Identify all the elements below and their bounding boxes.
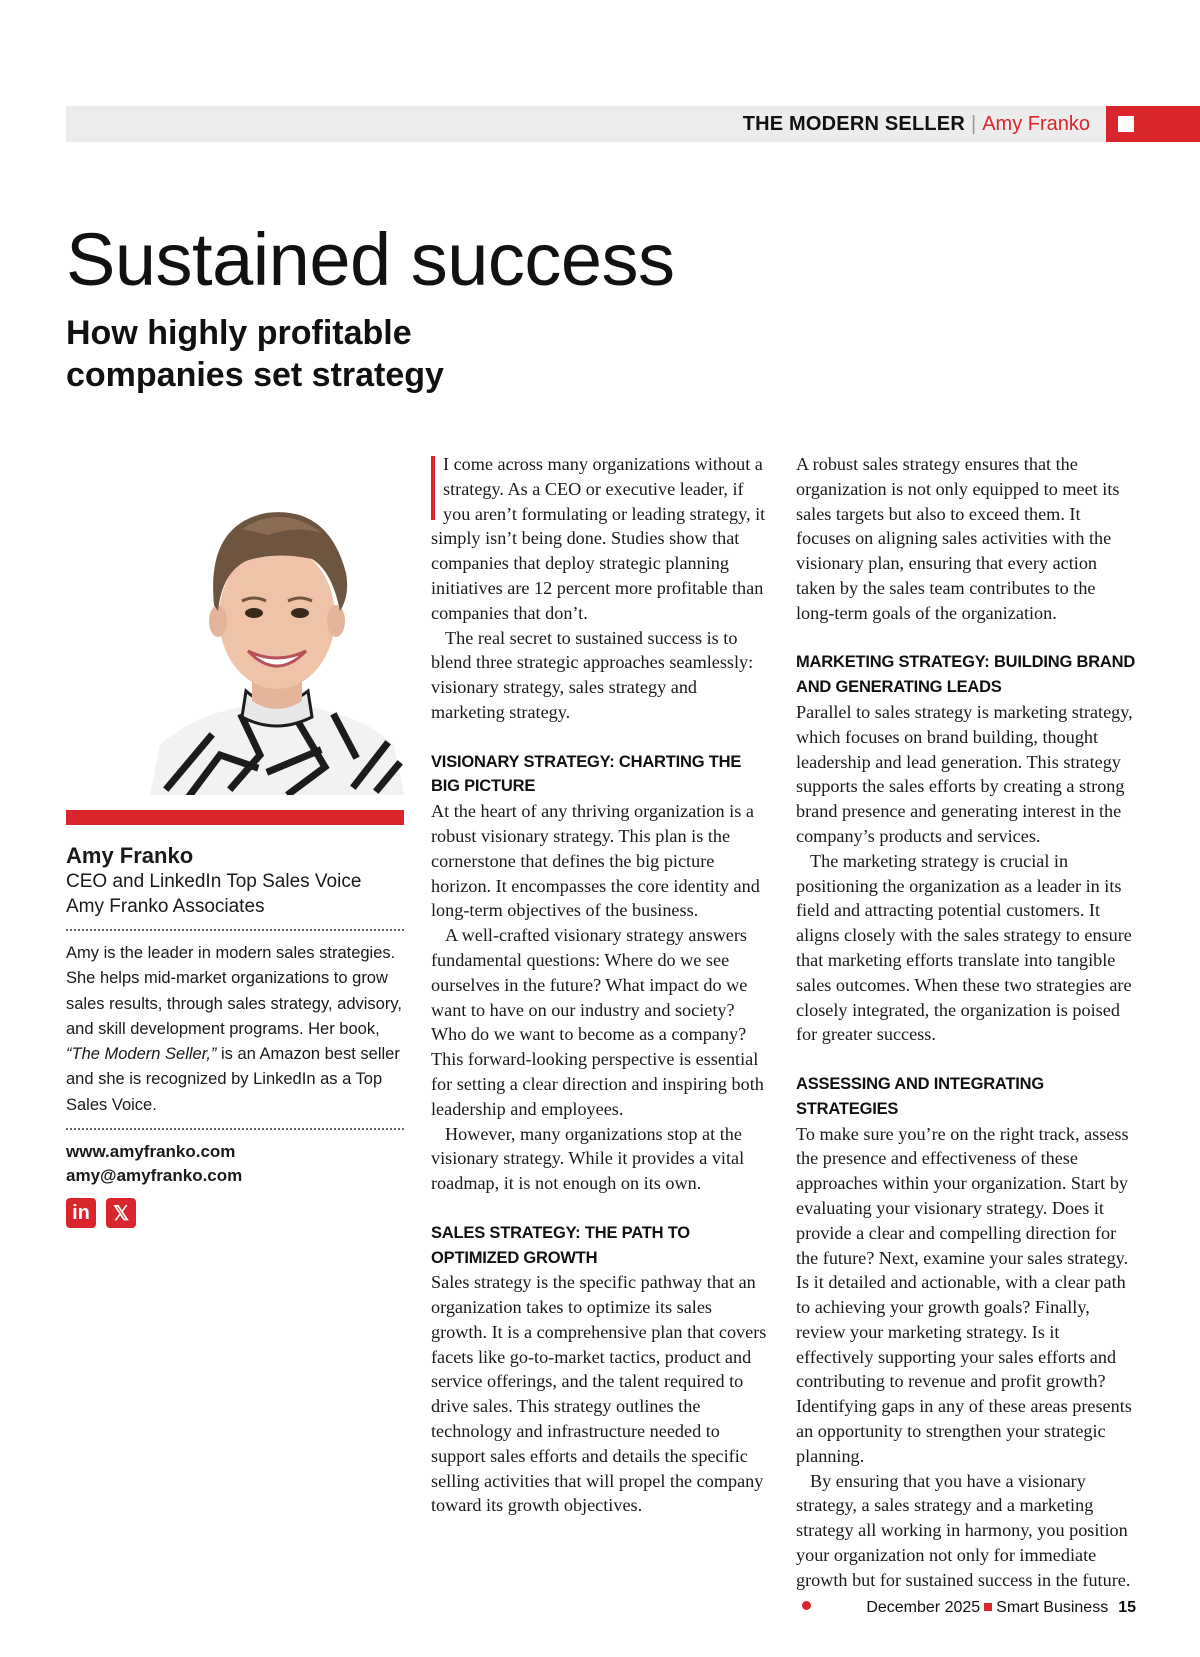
author-company: Amy Franko Associates [66,896,265,917]
author-role: CEO and LinkedIn Top Sales Voice [66,871,362,892]
bio-text: Amy is the leader in modern sales strategies. She helps mid-market organizations to grow sales results, through sales strategy, advisory, and skill development programs. Her book, [66,944,402,1038]
header-author: Amy Franko [982,113,1090,135]
footer-date: December 2025 [866,1599,981,1616]
body-paragraph-continued: A robust sales strategy ensures that the organization is not only equipped to meet its sales targets but also to exceed them. It focuses on aligning sales activities with the visionary plan, ensuring that every action taken by the sales team contributes to the long-term goals of the organization. [796,454,1120,623]
bio-book-title: “The Modern Seller,” [66,1045,217,1064]
body-paragraph-final [796,1469,1136,1618]
author-name: Amy Franko [66,843,194,868]
body-paragraph: Parallel to sales strategy is marketing strategy, which focuses on brand building, thought leadership and lead generation. This strategy supports the sales efforts by creating a strong brand presence and generating interest in the company’s products and services. [796,701,1133,846]
article-title: Sustained success [66,218,675,301]
header-square-icon [1118,116,1134,132]
bio-text-end: is an Amazon best seller and she is recognized by LinkedIn as a Top Sales Voice. [66,1045,400,1114]
header-accent-box [1106,106,1200,142]
footer-square-icon [984,1603,992,1611]
author-bio [66,941,404,1118]
end-mark-icon [802,1601,811,1610]
page-number: 15 [1118,1599,1136,1616]
drop-cap-bar [431,456,435,520]
body-paragraph: I come across many organizations without a strategy. As a CEO or executive leader, if you aren’t formulating or leading strategy, it simply isn’t being done. Studies show that companies that deploy strategic planning initiatives are 12 percent more profitable than companies that don’t. [431,454,766,623]
header-separator: | [970,113,977,135]
page-footer [866,1597,1136,1619]
section-header [743,106,1090,142]
section-heading: SALES STRATEGY: THE PATH TO OPTIMIZED GROWTH [431,1223,690,1267]
author-photo [150,455,404,795]
section-name: THE MODERN SELLER [742,113,965,135]
author-website-link[interactable]: www.amyfranko.com [66,1142,236,1162]
body-paragraph: The real secret to sustained success is to blend three strategic approaches seamlessly: visionary strategy, sales strategy and marketing strategy. [431,627,754,722]
dotted-divider [66,1128,404,1130]
body-paragraph: To make sure you’re on the right track, assess the presence and effectiveness of these approaches within your organization. Start by evaluating your visionary strategy. Does it provide a clear and compelling direction for the future? Next, examine your sales strategy. Is it detailed and actionable, with a clear path to achieving your growth goals? Finally, review your marketing strategy. Is it effectively supporting your sales efforts and contributing to revenue and profit growth? Identifying gaps in any of these areas presents an opportunity to strengthen your strategic planning. [796,1123,1132,1466]
linkedin-icon[interactable]: in [66,1198,96,1228]
section-heading: ASSESSING AND INTEGRATING STRATEGIES [796,1074,1045,1118]
article-column-2 [796,452,1136,1617]
dotted-divider [66,929,404,931]
final-text: By ensuring that you have a visionary strategy, a sales strategy and a marketing strategy all working in harmony, you position your organization not only for immediate growth but for sustained success in the future. [796,1470,1131,1590]
section-heading: VISIONARY STRATEGY: CHARTING THE BIG PICTURE [431,752,742,796]
body-paragraph: A well-crafted visionary strategy answers fundamental questions: Where do we see ourselves in the future? What impact do we want to have on our industry and society? Who do we want to become as a company? This forward-looking perspective is essential for setting a clear direction and inspiring both leadership and employees. [431,925,764,1119]
body-paragraph: However, many organizations stop at the visionary strategy. While it provides a vital roadmap, it is not enough on its own. [431,1123,745,1194]
body-paragraph: Sales strategy is the specific pathway that an organization takes to optimize its sales growth. It is a comprehensive plan that covers facets like go-to-market tactics, product and service offerings, and the talent required to drive sales. This strategy outlines the technology and infrastructure needed to support sales efforts and details the specific selling activities that will propel the company toward its growth objectives. [431,1272,767,1516]
social-links [66,1198,404,1228]
author-bio-box [66,843,404,1228]
x-icon[interactable]: 𝕏 [106,1198,136,1228]
article-column-1 [431,452,771,1518]
sidebar-red-bar [66,810,404,825]
body-paragraph: The marketing strategy is crucial in positioning the organization as a leader in its field and attracting potential customers. It aligns closely with the sales strategy to ensure that marketing efforts translate into tangible sales outcomes. When these two strategies are closely integrated, the organization is poised for greater success. [796,850,1132,1045]
footer-publication: Smart Business [996,1599,1109,1616]
body-paragraph: At the heart of any thriving organization is a robust visionary strategy. This plan is the cornerstone that defines the big picture horizon. It encompasses the core identity and long-term objectives of the business. [431,801,760,921]
article-subtitle: How highly profitable companies set strategy [66,314,444,394]
author-email-link[interactable]: amy@amyfranko.com [66,1166,243,1186]
section-heading: MARKETING STRATEGY: BUILDING BRAND AND GENERATING LEADS [796,653,1136,697]
